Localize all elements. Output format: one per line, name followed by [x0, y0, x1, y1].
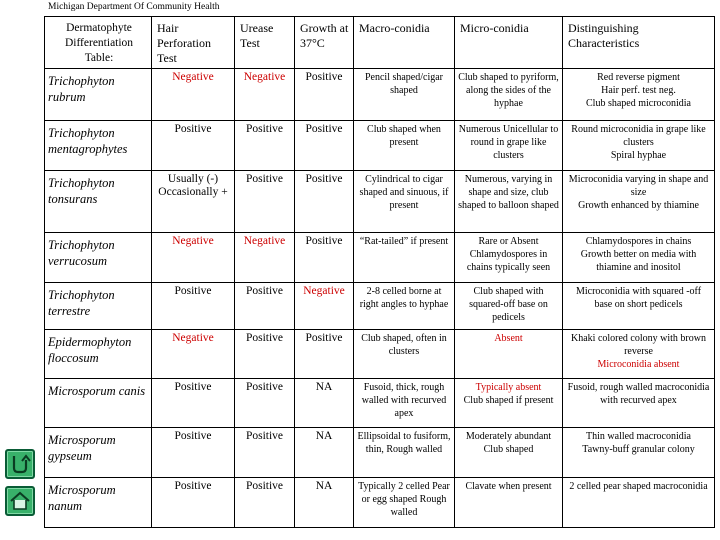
- organism-name: Trichophyton terrestre: [45, 283, 152, 330]
- hair-perforation-result: Positive: [152, 478, 235, 528]
- growth-result: Negative: [295, 283, 354, 330]
- hair-perforation-result: Negative: [152, 330, 235, 379]
- header-microconidia: Micro-conidia: [455, 17, 563, 69]
- distinguishing-line: Hair perf. test neg.: [601, 85, 676, 96]
- growth-result: Positive: [295, 233, 354, 283]
- urease-result: Positive: [235, 478, 295, 528]
- urease-result: Negative: [235, 69, 295, 121]
- distinguishing-cell: [563, 233, 715, 283]
- header-hair-perforation: Hair Perforation Test: [152, 17, 235, 69]
- dermatophyte-table: [44, 16, 715, 528]
- distinguishing-line: Microconidia varying in shape and size: [568, 174, 709, 198]
- growth-result: NA: [295, 428, 354, 478]
- distinguishing-line: Thin walled macroconidia: [586, 431, 691, 442]
- distinguishing-cell: [563, 330, 715, 379]
- microconidia-cell: Clavate when present: [455, 478, 563, 528]
- distinguishing-line: Microconidia absent: [597, 359, 680, 370]
- macroconidia-cell: “Rat-tailed” if present: [354, 233, 455, 283]
- table-row: [45, 428, 715, 478]
- distinguishing-line: Chlamydospores in chains: [585, 236, 692, 247]
- macroconidia-cell: Club shaped, often in clusters: [354, 330, 455, 379]
- table-row: [45, 283, 715, 330]
- organism-name: Trichophyton tonsurans: [45, 171, 152, 233]
- growth-result: Positive: [295, 69, 354, 121]
- macroconidia-cell: 2-8 celled borne at right angles to hyphae: [354, 283, 455, 330]
- urease-result: Positive: [235, 171, 295, 233]
- return-button[interactable]: [5, 449, 35, 479]
- distinguishing-cell: [563, 283, 715, 330]
- table-row: [45, 69, 715, 121]
- microconidia-cell: Numerous Unicellular to round in grape like clusters: [455, 121, 563, 171]
- hair-perforation-result: Negative: [152, 69, 235, 121]
- distinguishing-cell: [563, 428, 715, 478]
- home-button[interactable]: [5, 486, 35, 516]
- macroconidia-cell: Typically 2 celled Pear or egg shaped Rough walled: [354, 478, 455, 528]
- hair-perforation-result: Positive: [152, 283, 235, 330]
- organism-name: Microsporum canis: [45, 379, 152, 428]
- growth-result: Positive: [295, 121, 354, 171]
- urease-result: Positive: [235, 379, 295, 428]
- microconidia-cell: Absent: [455, 330, 563, 379]
- hair-perforation-result: Positive: [152, 428, 235, 478]
- microconidia-cell: Rare or Absent Chlamydospores in chains typically seen: [455, 233, 563, 283]
- distinguishing-cell: [563, 121, 715, 171]
- distinguishing-line: Microconidia with squared -off base on short pedicels: [575, 286, 702, 310]
- microconidia-cell: Numerous, varying in shape and size, club shaped to balloon shaped: [455, 171, 563, 233]
- table-row: [45, 233, 715, 283]
- microconidia-cell: Typically absent Club shaped if present: [455, 379, 563, 428]
- header-growth: Growth at 37°C: [295, 17, 354, 69]
- distinguishing-cell: [563, 379, 715, 428]
- table-header-row: [45, 17, 715, 69]
- home-icon: [7, 488, 33, 514]
- urease-result: Positive: [235, 330, 295, 379]
- organism-name: Epidermophyton floccosum: [45, 330, 152, 379]
- table-row: [45, 478, 715, 528]
- growth-result: NA: [295, 478, 354, 528]
- macroconidia-cell: Cylindrical to cigar shaped and sinuous, if present: [354, 171, 455, 233]
- table-row: [45, 171, 715, 233]
- header-urease: Urease Test: [235, 17, 295, 69]
- distinguishing-line: Round microconidia in grape like clusters: [571, 124, 706, 148]
- distinguishing-line: Khaki colored colony with brown reverse: [571, 333, 706, 357]
- hair-perforation-result: Positive: [152, 379, 235, 428]
- microconidia-cell: Club shaped with squared-off base on pedicels: [455, 283, 563, 330]
- growth-result: Positive: [295, 171, 354, 233]
- distinguishing-line: Red reverse pigment: [597, 72, 680, 83]
- table-row: [45, 330, 715, 379]
- macroconidia-cell: Club shaped when present: [354, 121, 455, 171]
- urease-result: Positive: [235, 428, 295, 478]
- macroconidia-cell: Ellipsoidal to fusiform, thin, Rough walled: [354, 428, 455, 478]
- distinguishing-line: Tawny-buff granular colony: [582, 444, 695, 455]
- organism-name: Trichophyton rubrum: [45, 69, 152, 121]
- hair-perforation-result: Usually (-) Occasionally +: [152, 171, 235, 233]
- distinguishing-cell: [563, 171, 715, 233]
- distinguishing-line: Growth enhanced by thiamine: [578, 200, 699, 211]
- distinguishing-line: Fusoid, rough walled macroconidia with recurved apex: [567, 382, 710, 406]
- table-row: [45, 379, 715, 428]
- growth-result: Positive: [295, 330, 354, 379]
- microconidia-cell: Club shaped to pyriform, along the sides of the hyphae: [455, 69, 563, 121]
- macroconidia-cell: Pencil shaped/cigar shaped: [354, 69, 455, 121]
- urease-result: Negative: [235, 233, 295, 283]
- macroconidia-cell: Fusoid, thick, rough walled with recurved apex: [354, 379, 455, 428]
- table-body: [45, 69, 715, 528]
- page-title: Michigan Department Of Community Health: [48, 2, 220, 12]
- distinguishing-line: Club shaped microconidia: [586, 98, 691, 109]
- table-row: [45, 121, 715, 171]
- return-icon: [7, 451, 33, 477]
- distinguishing-line: Growth better on media with thiamine and inositol: [580, 249, 697, 273]
- header-distinguishing: Distinguishing Characteristics: [563, 17, 715, 69]
- organism-name: Trichophyton verrucosum: [45, 233, 152, 283]
- distinguishing-line: 2 celled pear shaped macroconidia: [569, 481, 708, 492]
- organism-name: Microsporum gypseum: [45, 428, 152, 478]
- distinguishing-line: Spiral hyphae: [610, 150, 667, 161]
- header-dermatophyte: Dermatophyte Differentiation Table:: [45, 17, 152, 69]
- distinguishing-cell: [563, 478, 715, 528]
- distinguishing-cell: [563, 69, 715, 121]
- header-macroconidia: Macro-conidia: [354, 17, 455, 69]
- hair-perforation-result: Negative: [152, 233, 235, 283]
- urease-result: Positive: [235, 283, 295, 330]
- organism-name: Trichophyton mentagrophytes: [45, 121, 152, 171]
- hair-perforation-result: Positive: [152, 121, 235, 171]
- urease-result: Positive: [235, 121, 295, 171]
- microconidia-cell: Moderately abundant Club shaped: [455, 428, 563, 478]
- organism-name: Microsporum nanum: [45, 478, 152, 528]
- growth-result: NA: [295, 379, 354, 428]
